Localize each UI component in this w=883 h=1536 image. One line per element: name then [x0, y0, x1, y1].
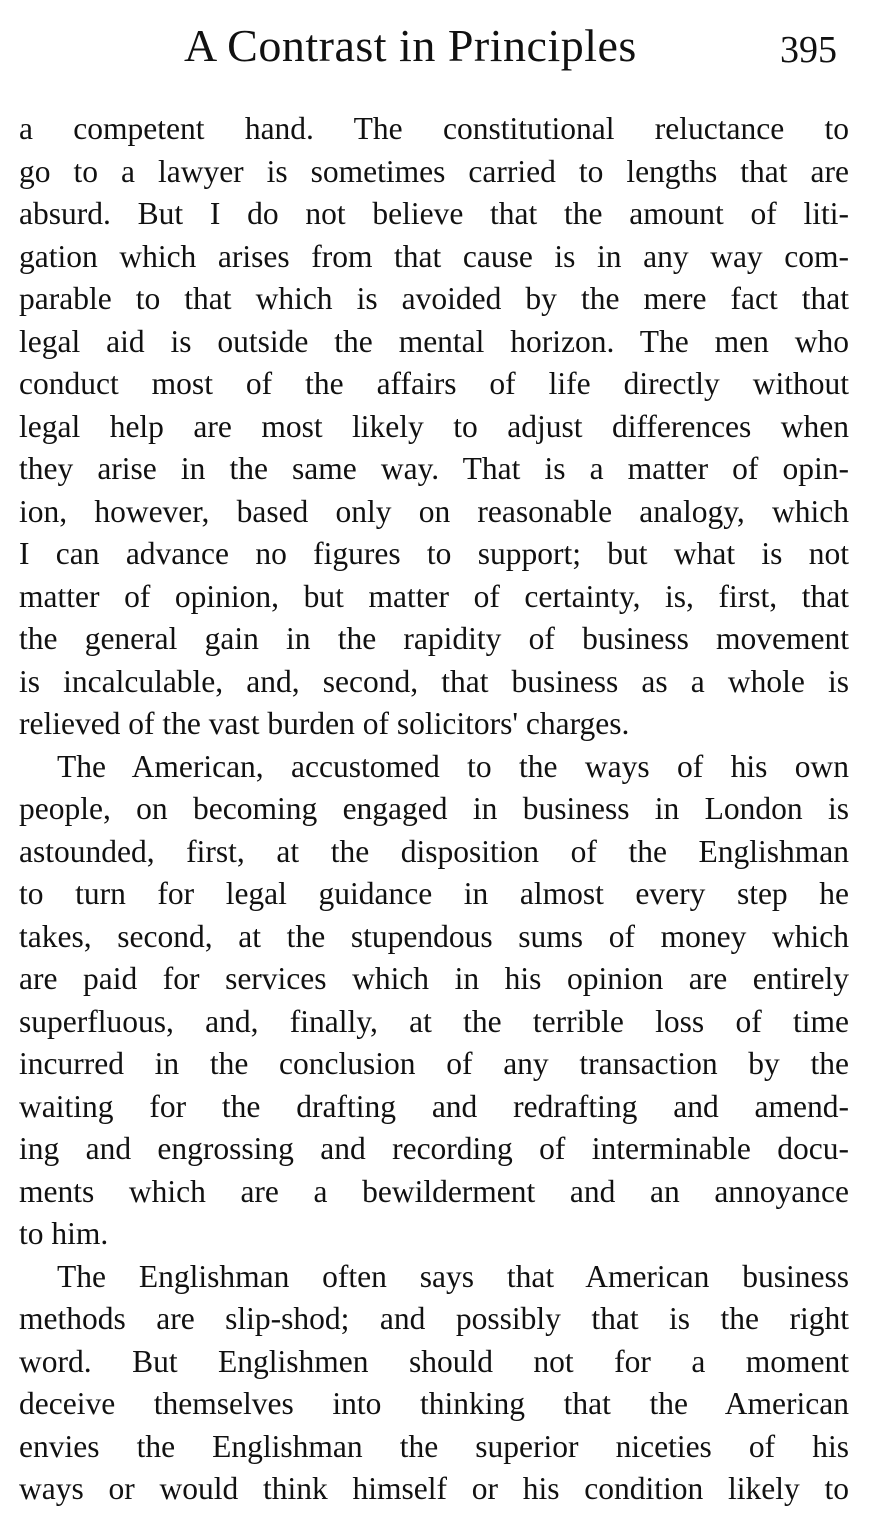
text-line: conduct most of the affairs of life directly without: [19, 366, 849, 401]
text-line: incurred in the conclusion of any transaction by the: [19, 1046, 849, 1081]
text-line: deceive themselves into thinking that the American: [19, 1386, 849, 1421]
text-line: matter of opinion, but matter of certainty, is, first, that: [19, 578, 849, 614]
page-number: 395: [780, 29, 837, 71]
text-line: legal help are most likely to adjust differences when: [19, 408, 849, 444]
paragraph-2: [19, 746, 849, 1256]
paragraph-1: [19, 108, 849, 746]
text-line: is incalculable, and, second, that business as a whole is: [19, 663, 849, 699]
text-line: The American, accustomed to the ways of his own: [57, 748, 849, 784]
text-line: ing and engrossing and recording of interminable docu-: [19, 1131, 849, 1166]
text-line: ments which are a bewilderment and an annoyance: [19, 1173, 849, 1209]
text-line: takes, second, at the stupendous sums of money which: [19, 918, 849, 954]
text-line: I can advance no figures to support; but what is not: [19, 536, 849, 571]
text-line: superfluous, and, finally, at the terrible loss of time: [19, 1003, 849, 1039]
text-line: methods are slip-shod; and possibly that is the right: [19, 1301, 849, 1336]
text-line: to turn for legal guidance in almost every step he: [19, 876, 849, 911]
text-line: gation which arises from that cause is in any way com-: [19, 238, 849, 274]
text-line: ion, however, based only on reasonable analogy, which: [19, 493, 849, 529]
text-line: legal aid is outside the mental horizon. The men who: [19, 323, 849, 359]
text-line: they arise in the same way. That is a matter of opin-: [19, 451, 849, 486]
paragraph-3: [19, 1256, 849, 1511]
body-text: [19, 108, 849, 1511]
running-title: A Contrast in Principles: [184, 20, 637, 71]
text-line: relieved of the vast burden of solicitors' charges.: [19, 706, 630, 741]
text-line: the general gain in the rapidity of business movement: [19, 621, 849, 656]
text-line: to him.: [19, 1216, 109, 1251]
text-line: astounded, first, at the disposition of the Englishman: [19, 833, 849, 869]
text-line: absurd. But I do not believe that the amount of liti-: [19, 196, 849, 231]
text-line: waiting for the drafting and redrafting and amend-: [19, 1088, 849, 1124]
text-line: people, on becoming engaged in business in London is: [19, 791, 849, 826]
running-head: [0, 14, 883, 78]
text-line: go to a lawyer is sometimes carried to lengths that are: [19, 153, 849, 189]
text-line: word. But Englishmen should not for a moment: [19, 1343, 849, 1379]
text-line: are paid for services which in his opinion are entirely: [19, 961, 849, 996]
text-line: ways or would think himself or his condition likely to: [19, 1471, 849, 1506]
text-line: envies the Englishman the superior niceties of his: [19, 1428, 849, 1464]
text-line: a competent hand. The constitutional reluctance to: [19, 111, 849, 146]
text-line: parable to that which is avoided by the mere fact that: [19, 281, 849, 316]
text-line: The Englishman often says that American business: [57, 1258, 849, 1294]
